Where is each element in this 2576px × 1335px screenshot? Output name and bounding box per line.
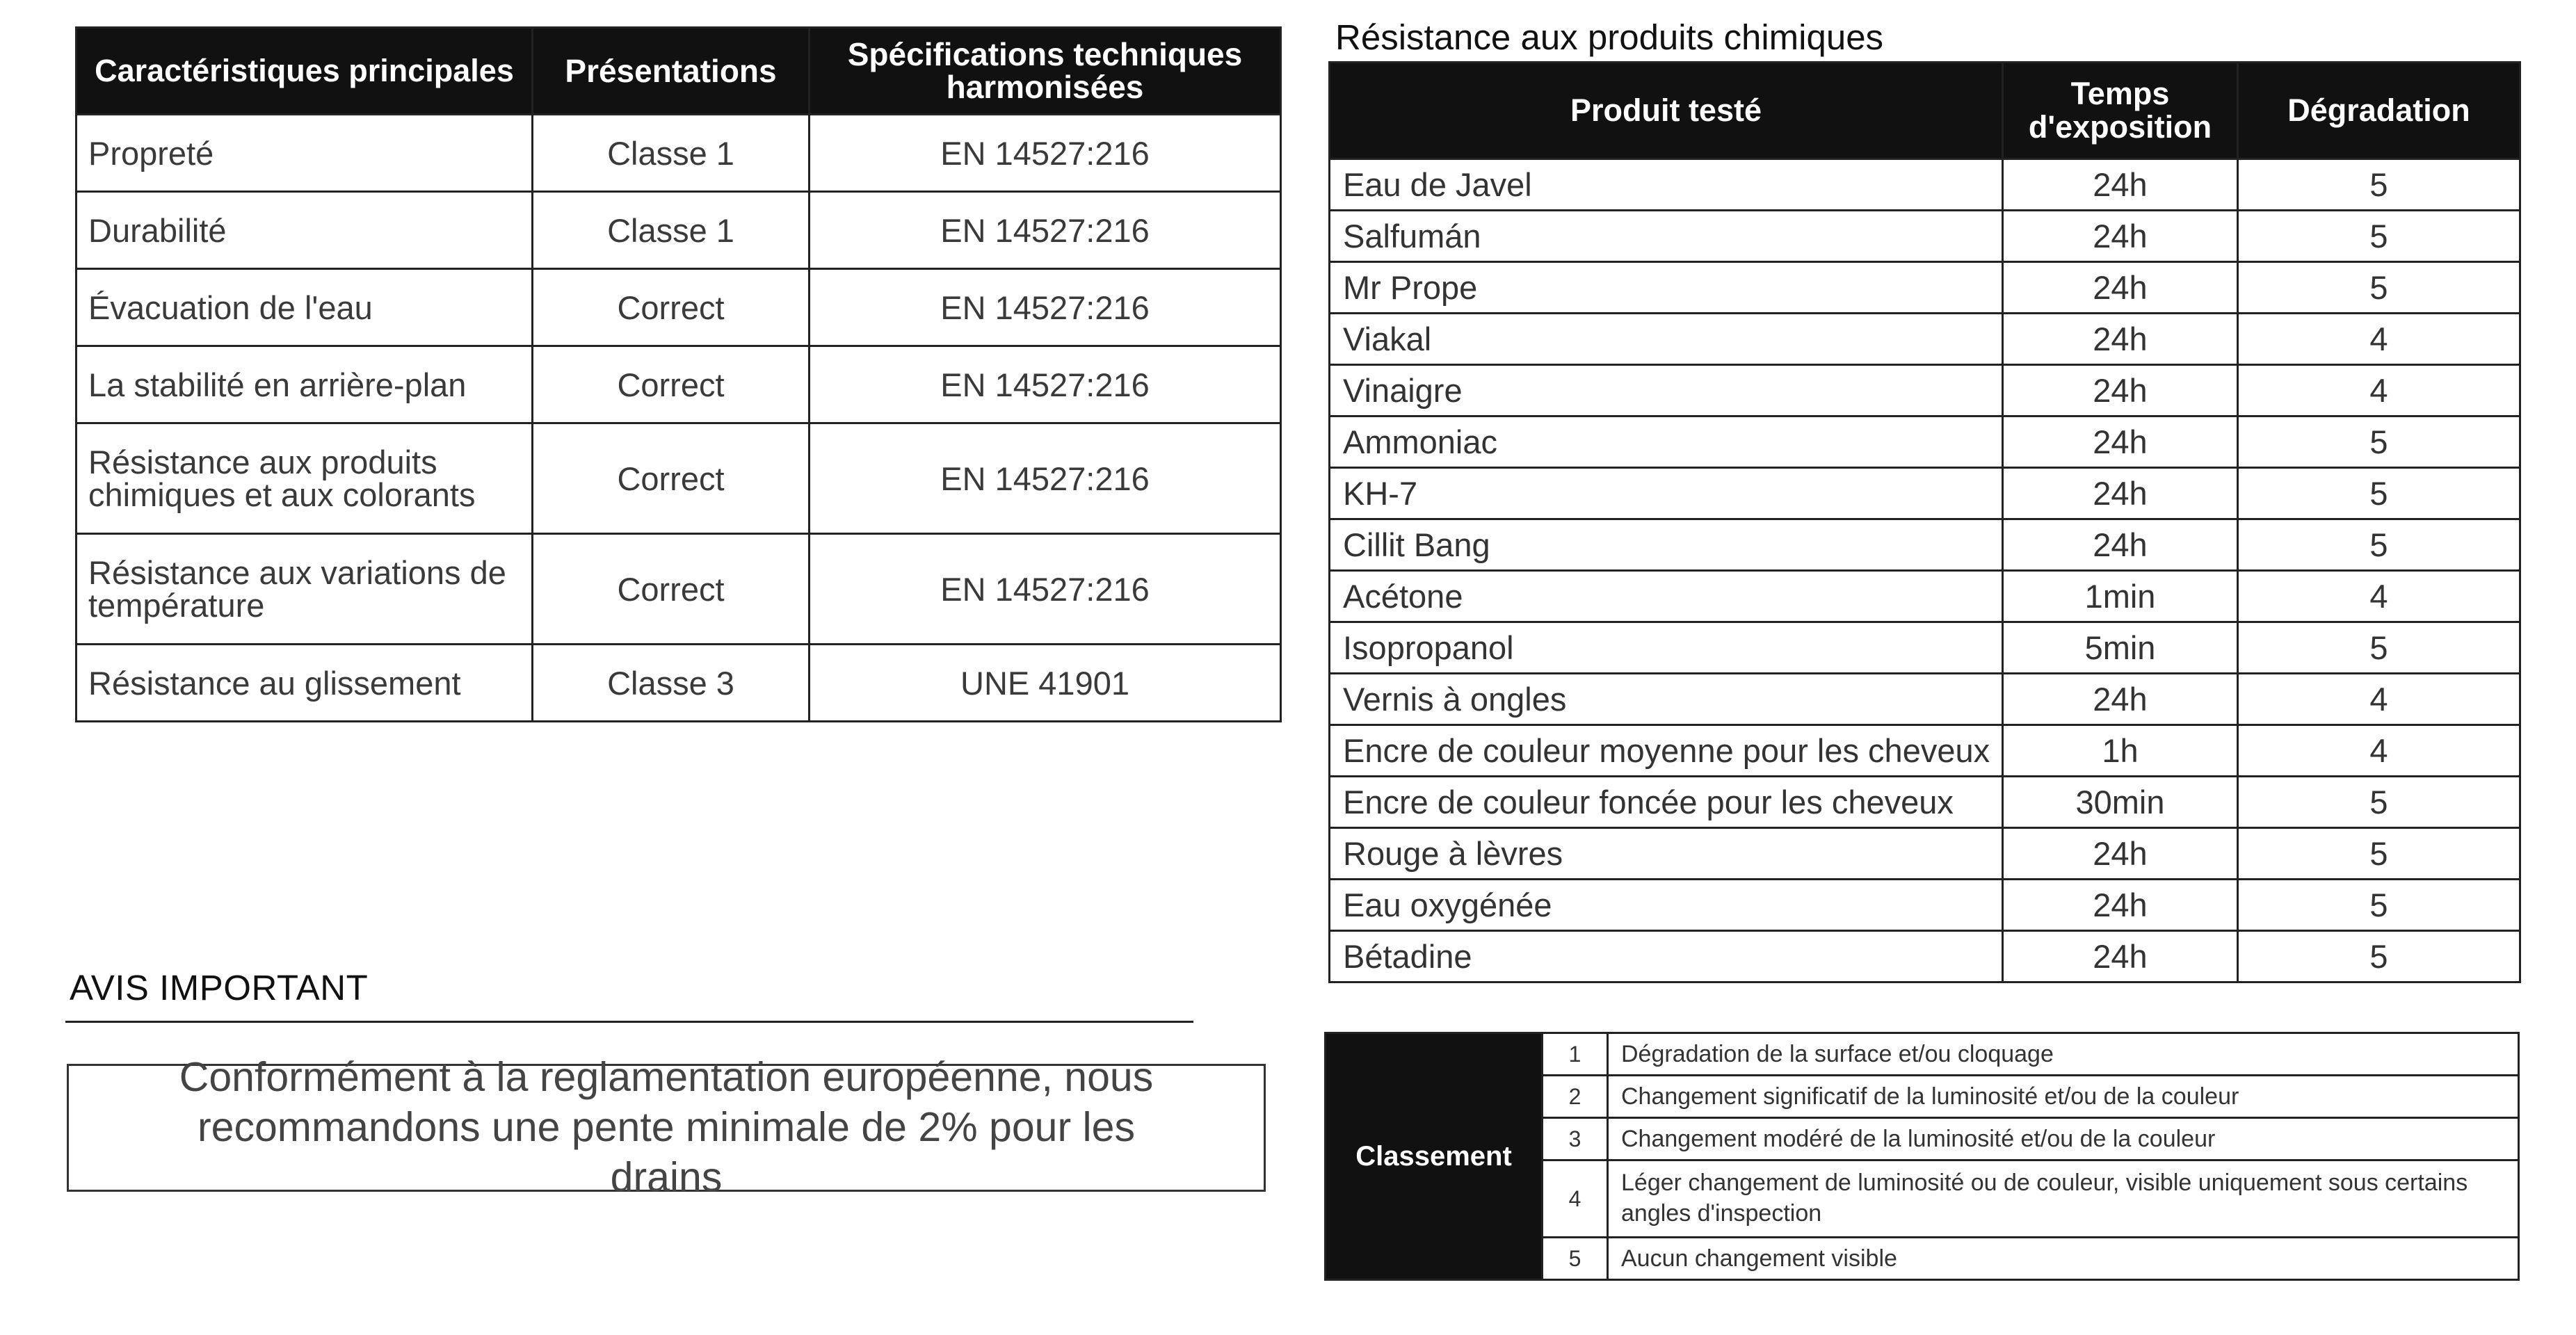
chemicals-cell-product: Rouge à lèvres <box>1330 828 2003 880</box>
chemicals-header-degradation: Dégradation <box>2238 63 2520 159</box>
chemicals-cell-product: Cillit Bang <box>1330 519 2003 571</box>
chemicals-row <box>1330 211 2520 262</box>
chemicals-cell-degradation: 5 <box>2238 211 2520 262</box>
specs-cell-name: Résistance au glissement <box>77 645 533 722</box>
specs-cell-spec: EN 14527:216 <box>810 346 1281 423</box>
chemicals-cell-degradation: 5 <box>2238 931 2520 982</box>
chemicals-row <box>1330 725 2520 777</box>
specs-cell-name: Évacuation de l'eau <box>77 269 533 346</box>
notice-divider <box>65 1021 1193 1023</box>
specs-cell-name: Propreté <box>77 115 533 192</box>
specs-row <box>77 269 1281 346</box>
specs-row <box>77 192 1281 269</box>
specs-row <box>77 423 1281 534</box>
chemicals-table <box>1328 61 2521 983</box>
chemicals-cell-time: 24h <box>2003 828 2238 880</box>
chemicals-row <box>1330 622 2520 674</box>
specs-cell-spec: EN 14527:216 <box>810 269 1281 346</box>
chemicals-cell-product: Salfumán <box>1330 211 2003 262</box>
chemicals-row <box>1330 571 2520 622</box>
chemicals-header-product: Produit testé <box>1330 63 2003 159</box>
chemicals-cell-product: Viakal <box>1330 314 2003 365</box>
specs-cell-spec: EN 14527:216 <box>810 192 1281 269</box>
classification-table <box>1324 1032 2520 1281</box>
specs-cell-name: Durabilité <box>77 192 533 269</box>
chemicals-row <box>1330 159 2520 211</box>
classification-level-number: 3 <box>1543 1118 1608 1160</box>
classification-level-description: Léger changement de luminosité ou de couleur, visible uniquement sous certains angles d'inspection <box>1608 1160 2519 1238</box>
chemicals-row <box>1330 931 2520 982</box>
chemicals-cell-product: Eau oxygénée <box>1330 880 2003 931</box>
classification-level-number: 1 <box>1543 1033 1608 1076</box>
chemicals-title: Résistance aux produits chimiques <box>1335 17 1884 57</box>
chemicals-row <box>1330 777 2520 828</box>
chemicals-cell-time: 1h <box>2003 725 2238 777</box>
chemicals-cell-product: Mr Prope <box>1330 262 2003 314</box>
classification-row <box>1326 1033 2519 1076</box>
classification-level-description: Dégradation de la surface et/ou cloquage <box>1608 1033 2519 1076</box>
chemicals-cell-time: 24h <box>2003 674 2238 725</box>
chemicals-cell-product: Eau de Javel <box>1330 159 2003 211</box>
specs-header-characteristics: Caractéristiques principales <box>77 28 533 115</box>
chemicals-cell-degradation: 5 <box>2238 880 2520 931</box>
chemicals-row <box>1330 519 2520 571</box>
chemicals-row <box>1330 880 2520 931</box>
specs-cell-presentation: Correct <box>533 534 810 645</box>
chemicals-cell-degradation: 5 <box>2238 468 2520 519</box>
chemicals-cell-product: Acétone <box>1330 571 2003 622</box>
chemicals-cell-time: 24h <box>2003 314 2238 365</box>
chemicals-cell-time: 5min <box>2003 622 2238 674</box>
chemicals-cell-product: Ammoniac <box>1330 416 2003 468</box>
chemicals-cell-degradation: 4 <box>2238 674 2520 725</box>
chemicals-cell-product: Encre de couleur moyenne pour les cheveux <box>1330 725 2003 777</box>
specs-header-row <box>77 28 1281 115</box>
chemicals-cell-time: 30min <box>2003 777 2238 828</box>
specs-cell-spec: EN 14527:216 <box>810 115 1281 192</box>
chemicals-cell-time: 24h <box>2003 468 2238 519</box>
chemicals-cell-degradation: 5 <box>2238 777 2520 828</box>
specs-header-presentations: Présentations <box>533 28 810 115</box>
chemicals-cell-time: 24h <box>2003 365 2238 416</box>
chemicals-header-row <box>1330 63 2520 159</box>
classification-level-number: 2 <box>1543 1076 1608 1118</box>
specs-cell-spec: UNE 41901 <box>810 645 1281 722</box>
chemicals-row <box>1330 828 2520 880</box>
chemicals-cell-time: 24h <box>2003 931 2238 982</box>
chemicals-cell-degradation: 5 <box>2238 262 2520 314</box>
chemicals-cell-product: Isopropanol <box>1330 622 2003 674</box>
chemicals-cell-time: 24h <box>2003 211 2238 262</box>
specs-header-specifications: Spécifications techniques harmonisées <box>810 28 1281 115</box>
chemicals-cell-time: 1min <box>2003 571 2238 622</box>
chemicals-cell-degradation: 4 <box>2238 725 2520 777</box>
classification-label: Classement <box>1326 1033 1543 1280</box>
chemicals-row <box>1330 416 2520 468</box>
chemicals-cell-time: 24h <box>2003 262 2238 314</box>
specs-row <box>77 346 1281 423</box>
specs-cell-presentation: Correct <box>533 423 810 534</box>
specs-row <box>77 534 1281 645</box>
chemicals-row <box>1330 674 2520 725</box>
specs-cell-name: La stabilité en arrière-plan <box>77 346 533 423</box>
specs-cell-presentation: Correct <box>533 346 810 423</box>
chemicals-cell-product: Vinaigre <box>1330 365 2003 416</box>
chemicals-cell-product: Encre de couleur foncée pour les cheveux <box>1330 777 2003 828</box>
chemicals-cell-time: 24h <box>2003 880 2238 931</box>
classification-level-number: 5 <box>1543 1238 1608 1280</box>
chemicals-header-time: Temps d'exposition <box>2003 63 2238 159</box>
classification-level-description: Aucun changement visible <box>1608 1238 2519 1280</box>
chemicals-cell-degradation: 5 <box>2238 828 2520 880</box>
notice-box <box>67 1054 1266 1200</box>
specs-cell-presentation: Classe 1 <box>533 115 810 192</box>
notice-text: Conformément à la reglamentation européenne, nous recommandons une pente minimale de 2% pour les drains <box>179 1054 1154 1200</box>
chemicals-row <box>1330 468 2520 519</box>
specs-cell-spec: EN 14527:216 <box>810 423 1281 534</box>
specs-cell-name: Résistance aux variations de température <box>77 534 533 645</box>
chemicals-cell-time: 24h <box>2003 519 2238 571</box>
specs-row <box>77 115 1281 192</box>
chemicals-row <box>1330 262 2520 314</box>
chemicals-cell-product: KH-7 <box>1330 468 2003 519</box>
classification-level-number: 4 <box>1543 1160 1608 1238</box>
specs-cell-presentation: Classe 1 <box>533 192 810 269</box>
chemicals-cell-degradation: 4 <box>2238 365 2520 416</box>
chemicals-cell-degradation: 4 <box>2238 571 2520 622</box>
chemicals-cell-product: Vernis à ongles <box>1330 674 2003 725</box>
chemicals-row <box>1330 314 2520 365</box>
notice-title: AVIS IMPORTANT <box>70 968 369 1008</box>
specs-cell-name: Résistance aux produits chimiques et aux colorants <box>77 423 533 534</box>
specs-row <box>77 645 1281 722</box>
chemicals-cell-degradation: 4 <box>2238 314 2520 365</box>
chemicals-cell-product: Bétadine <box>1330 931 2003 982</box>
specs-cell-presentation: Classe 3 <box>533 645 810 722</box>
specs-cell-spec: EN 14527:216 <box>810 534 1281 645</box>
chemicals-cell-degradation: 5 <box>2238 159 2520 211</box>
chemicals-row <box>1330 365 2520 416</box>
chemicals-cell-degradation: 5 <box>2238 416 2520 468</box>
classification-level-description: Changement significatif de la luminosité et/ou de la couleur <box>1608 1076 2519 1118</box>
chemicals-cell-time: 24h <box>2003 159 2238 211</box>
specs-cell-presentation: Correct <box>533 269 810 346</box>
specs-table <box>75 26 1282 722</box>
chemicals-cell-degradation: 5 <box>2238 519 2520 571</box>
chemicals-cell-time: 24h <box>2003 416 2238 468</box>
classification-level-description: Changement modéré de la luminosité et/ou de la couleur <box>1608 1118 2519 1160</box>
chemicals-cell-degradation: 5 <box>2238 622 2520 674</box>
